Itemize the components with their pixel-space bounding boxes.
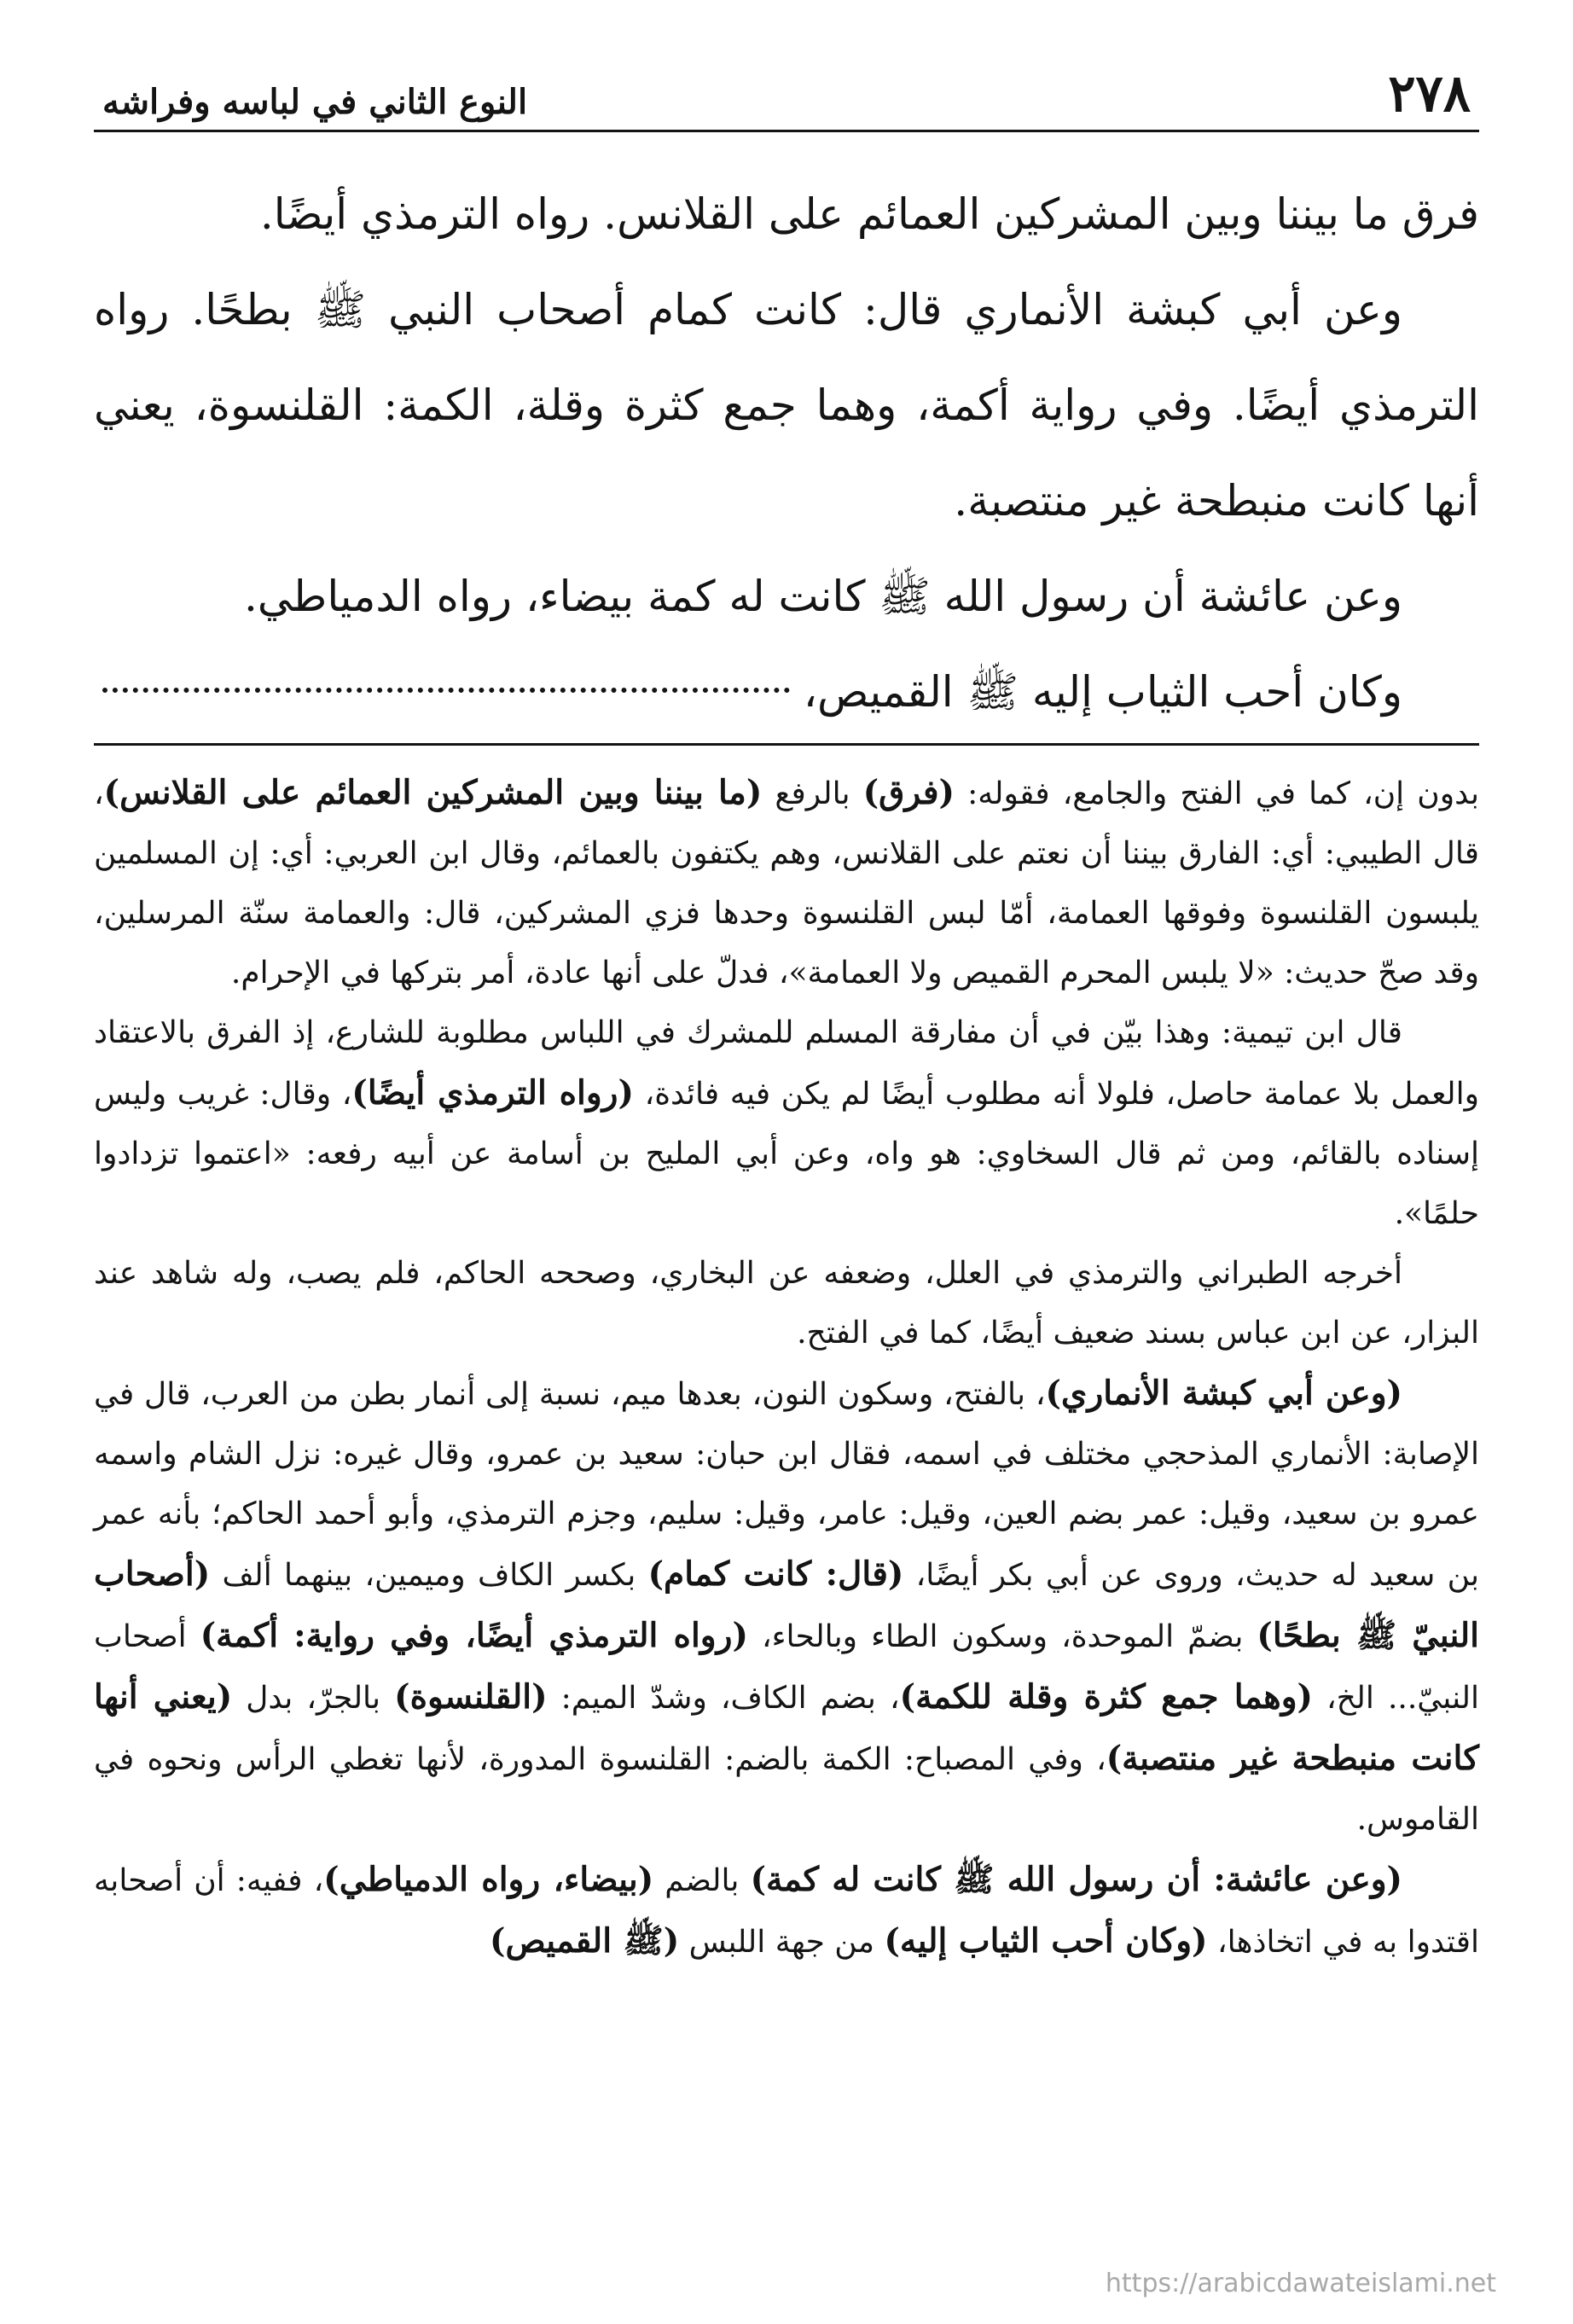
commentary-text: ، وقال: غريب وليس إسناده بالقائم، ومن ثم قال السخاوي: هو واه، وعن أبي المليح بن أسامة عن أبيه رفعه: «اعتموا تزدادوا حلمًا». — [94, 1077, 1479, 1231]
commentary-paragraph-4 — [94, 1363, 1479, 1850]
commentary-quote: (أصحاب النبيّ ﷺ بطحًا) — [94, 1554, 1480, 1655]
commentary — [94, 763, 1479, 1972]
commentary-text: ، وفي المصباح: الكمة بالضم: القلنسوة المدورة، لأنها تغطي الرأس ونحوه في القاموس. — [94, 1742, 1479, 1837]
commentary-quote: (قال: كانت كمام) — [647, 1554, 904, 1594]
commentary-quote: (رواه الترمذي أيضًا، وفي رواية: أكمة) — [200, 1616, 748, 1655]
commentary-text: من جهة اللبس — [679, 1925, 885, 1960]
main-paragraph-abu-kabsha: وعن أبي كبشة الأنماري قال: كانت كمام أصحاب النبي ﷺ بطحًا. رواه الترمذي أيضًا. وفي رواية أكمة، وهما جمع كثرة وقلة، الكمة: القلنسوة، يعني أنها كانت منبطحة غير منتصبة. — [94, 285, 1479, 526]
commentary-text: بضمّ الموحدة، وسكون الطاء وبالحاء، — [747, 1619, 1257, 1654]
main-paragraph-qamis — [94, 644, 1479, 740]
running-title: النوع الثاني في لباسه وفراشه — [102, 82, 528, 122]
main-line-1: فرق ما بيننا وبين المشركين العمائم على القلانس. رواه الترمذي أيضًا. — [259, 189, 1479, 239]
page-header — [94, 64, 1479, 132]
commentary-text: ، بضم الكاف، وشدّ الميم: — [547, 1681, 900, 1716]
commentary-quote: (وعن عائشة: أن رسول الله ﷺ كانت له كمة) — [750, 1860, 1402, 1899]
continuation-dots — [102, 688, 790, 693]
commentary-quote: (القلنسوة) — [394, 1677, 548, 1717]
commentary-quote: (وهما جمع كثرة وقلة للكمة) — [899, 1677, 1313, 1717]
main-paragraph-aisha: وعن عائشة أن رسول الله ﷺ كانت له كمة بيضاء، رواه الدمياطي. — [243, 572, 1402, 621]
commentary-text: بالجرّ، بدل — [232, 1681, 395, 1716]
commentary-quote: (وكان أحب الثياب إليه) — [884, 1921, 1208, 1961]
commentary-text: قال ابن تيمية: وهذا بيّن في أن مفارقة المسلم للمشرك في اللباس مطلوبة للشارع، إذ الفرق بالاعتقاد والعمل بلا عمامة حاصل، فلولا أنه مطلوب أيضًا لم يكن فيه فائدة، — [94, 1015, 1480, 1112]
commentary-paragraph-2 — [94, 1003, 1479, 1244]
commentary-quote: (بيضاء، رواه الدمياطي) — [323, 1860, 654, 1899]
commentary-quote: (يعني أنها كانت منبطحة غير منتصبة) — [94, 1677, 1479, 1778]
commentary-quote: (ما بيننا وبين المشركين العمائم على القلانس) — [103, 773, 763, 812]
book-page — [94, 64, 1480, 2273]
commentary-quote: (فرق) — [862, 773, 955, 812]
commentary-text: ، بالفتح، وسكون النون، بعدها ميم، نسبة إلى أنمار بطن من العرب، قال في الإصابة: الأنماري المذحجي مختلف في اسمه، فقال ابن حبان: سعيد بن عمرو، وقال غيره: نزل الشام واسمه عمرو بن سعيد، وقيل: عمر بضم العين، وقيل: عامر، وقيل: سليم، وجزم الترمذي، وأبو أحمد الحاكم؛ بأنه عمر بن سعيد له حديث، وروى عن أبي بكر أيضًا، — [94, 1377, 1480, 1593]
commentary-paragraph-3: أخرجه الطبراني والترمذي في العلل، وضعفه عن البخاري، وصححه الحاكم، فلم يصب، وله شاهد عند البزار، عن ابن عباس بسند ضعيف أيضًا، كما في الفتح. — [94, 1256, 1479, 1351]
commentary-text: بكسر الكاف وميمين، بينهما ألف — [210, 1558, 648, 1593]
commentary-quote: (رواه الترمذي أيضًا) — [351, 1073, 634, 1113]
commentary-paragraph-1 — [94, 763, 1479, 1003]
commentary-text: بالضم — [653, 1863, 751, 1898]
commentary-text: ، قال الطيبي: أي: الفارق بيننا أن نعتم على القلانس، وهم يكتفون بالعمائم، وقال ابن العربي: أي: إن المسلمين يلبسون القلنسوة وفوقها العمامة، أمّا لبس القلنسوة وحدها فزي المشركين، قال: والعمامة سنّة المرسلين، وقد صحّ حديث: «لا يلبس المحرم القميص ولا العمامة»، فدلّ على أنها عادة، أمر بتركها في الإحرام. — [94, 776, 1479, 991]
commentary-quote: (وعن أبي كبشة الأنماري) — [1045, 1374, 1402, 1413]
main-qamis-text: وكان أحب الثياب إليه ﷺ القميص، — [803, 667, 1402, 717]
commentary-text: ، ففيه: أن أصحابه اقتدوا به في اتخاذها، — [94, 1863, 1479, 1960]
main-text — [94, 166, 1479, 740]
commentary-text: بالرفع — [762, 776, 863, 811]
commentary-text: أصحاب النبيّ... الخ، — [94, 1619, 1479, 1716]
commentary-text: بدون إن، كما في الفتح والجامع، فقوله: — [955, 776, 1480, 811]
commentary-quote: (ﷺ القميص) — [490, 1921, 680, 1961]
commentary-paragraph-5 — [94, 1850, 1479, 1972]
footnote-separator — [94, 743, 1479, 746]
page-number: ٢٧٨ — [1388, 64, 1471, 124]
watermark-url: https://arabicdawateislami.net — [1105, 2269, 1496, 2298]
